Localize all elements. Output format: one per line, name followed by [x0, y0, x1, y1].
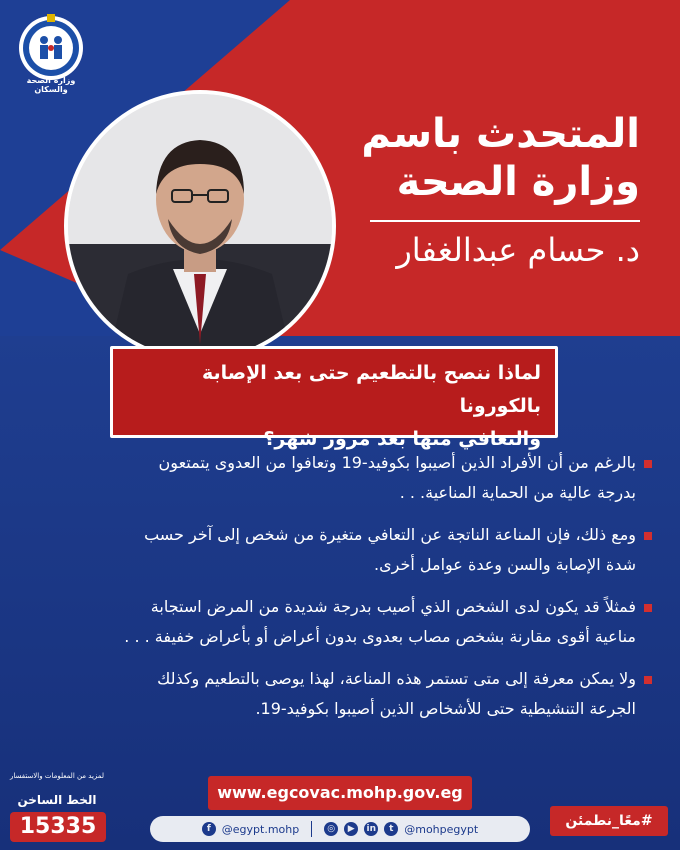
logo-caption: وزارة الصحة والسكان — [26, 76, 76, 94]
twitter-icon[interactable]: t — [384, 822, 398, 836]
hotline-number[interactable]: 15335 — [10, 812, 106, 842]
bullet-item — [28, 664, 652, 724]
facebook-icon[interactable]: f — [202, 822, 216, 836]
spokesperson-photo — [64, 90, 336, 362]
bullet-square-icon — [644, 460, 652, 468]
youtube-icon[interactable]: ▶ — [344, 822, 358, 836]
hashtag-badge: #معًا_نطمئن — [550, 806, 668, 836]
bullet-line: فمثلاً قد يكون لدى الشخص الذي أصيب بدرجة شديدة من المرض استجابة — [150, 597, 636, 616]
social-handle[interactable]: @mohpegypt — [404, 822, 479, 836]
title-line-1: المتحدث باسم — [361, 111, 640, 157]
hotline-caption: لمزيد من المعلومات والاستفسار — [10, 772, 104, 780]
question-line-2: والتعافي منها بعد مرور شهر؟ — [263, 428, 541, 450]
question-box — [110, 346, 558, 450]
bullet-list — [28, 448, 652, 736]
header-divider — [370, 220, 640, 222]
social-divider — [311, 821, 312, 837]
bullet-line: مناعية أقوى مقارنة بشخص مصاب بعدوى بدون أعراض أو بأعراض خفيفة . . . — [124, 627, 636, 646]
bullet-line: الجرعة التنشيطية حتى للأشخاص الذين أصيبوا بكوفيد-19. — [255, 699, 636, 718]
website-link[interactable]: www.egcovac.mohp.gov.eg — [208, 776, 472, 810]
bullet-square-icon — [644, 604, 652, 612]
person-icon — [68, 94, 332, 358]
header-title — [320, 110, 640, 206]
bullet-square-icon — [644, 676, 652, 684]
bullet-item — [28, 592, 652, 652]
bullet-square-icon — [644, 532, 652, 540]
question-line-1: لماذا ننصح بالتطعيم حتى بعد الإصابة بالكورونا — [201, 362, 541, 417]
bullet-line: بالرغم من أن الأفراد الذين أصيبوا بكوفيد-19 وتعافوا من العدوى يتمتعون — [158, 453, 636, 472]
bullet-line: بدرجة عالية من الحماية المناعية. . . — [399, 483, 636, 502]
instagram-icon[interactable]: ◎ — [324, 822, 338, 836]
bullet-line: شدة الإصابة والسن وعدة عوامل أخرى. — [374, 555, 636, 574]
spokesperson-name: د. حسام عبدالغفار — [396, 231, 640, 269]
bullet-item — [28, 520, 652, 580]
linkedin-icon[interactable]: in — [364, 822, 378, 836]
title-line-2: وزارة الصحة — [396, 159, 640, 205]
bullet-item — [28, 448, 652, 508]
facebook-handle[interactable]: @egypt.mohp — [221, 822, 300, 836]
bullet-line: ومع ذلك، فإن المناعة الناتجة عن التعافي متغيرة من شخص إلى آخر حسب — [144, 525, 636, 544]
social-bar — [150, 816, 530, 842]
hotline-label: الخط الساخن — [17, 793, 97, 807]
bullet-line: ولا يمكن معرفة إلى متى تستمر هذه المناعة، لهذا يوصى بالتطعيم وكذلك — [157, 669, 636, 688]
